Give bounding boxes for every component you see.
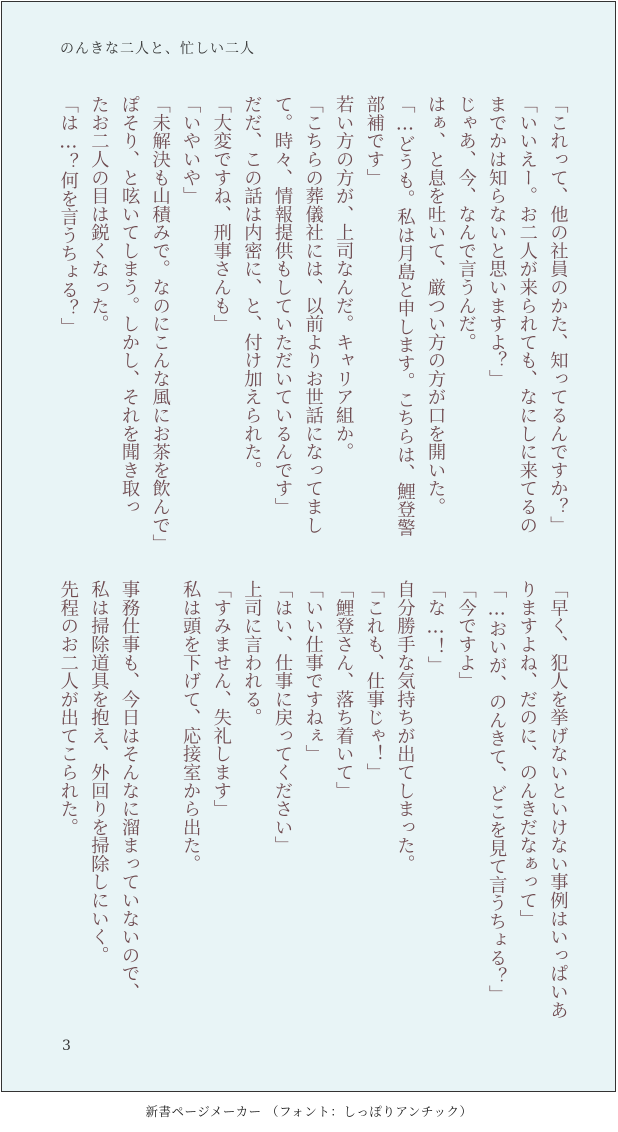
- novel-page: [1, 1, 616, 1092]
- text-line: 「いやいや」: [180, 95, 202, 205]
- text-line: じゃあ、今、なんで言うんだ。: [455, 95, 477, 352]
- text-line: 「こちらの葬儀社には、以前よりお世話になってまし: [302, 95, 324, 534]
- text-line: 部補です」: [363, 95, 385, 187]
- text-line: だだ、この話は内密に、と、付け加えられた。: [241, 95, 263, 480]
- text-line: 「はい、仕事に戻ってください」: [272, 580, 293, 855]
- footer-caption: 新書ページメーカー （フォント：しっぽりアンチック）: [145, 1104, 473, 1119]
- text-line: 「すみません、失礼します」: [210, 580, 232, 818]
- text-line: 自分勝手な気持ちが出てしまった。: [394, 580, 416, 873]
- text-line: ぽそり、と呟いてしまう。しかし、それを聞き取っ: [119, 95, 140, 516]
- text-line: 事務仕事も、今日はそんなに溜まっていないので、: [119, 580, 140, 1001]
- text-line: 「…おいが、のんきて、どこを見て言うちょる？」: [486, 580, 508, 1004]
- text-line: て。時々、情報提供もしていただいているんです」: [272, 95, 293, 516]
- text-line: りますよね、だのに、のんきだなぁって」: [516, 580, 538, 928]
- text-line: までかは知らないと思いますよ？」: [486, 95, 508, 388]
- text-line: 上司に言われる。: [241, 580, 263, 727]
- text-line: 「な…！」: [425, 580, 446, 675]
- text-line: 私は頭を下げて、応接室から出た。: [180, 580, 202, 873]
- text-line: 私は掃除道具を抱え、外回りを掃除しにいく。: [88, 580, 110, 965]
- text-line: 「は…？何を言うちょる？」: [57, 95, 79, 336]
- text-line: 「これって、他の社員のかた、知ってるんですか？」: [547, 95, 569, 534]
- chapter-title: のんきな二人と、忙しい二人: [60, 41, 255, 57]
- text-line: 「大変ですね、刑事さんも」: [210, 95, 232, 333]
- page-number: 3: [62, 1038, 71, 1054]
- text-line: 「いい仕事ですねぇ」: [302, 580, 324, 763]
- text-line: 若い方の方が、上司なんだ。キャリア組か。: [333, 95, 355, 461]
- text-line: 「鯉登さん、落ち着いて」: [333, 580, 355, 800]
- text-line: はぁ、と息を吐いて、厳つい方の方が口を開いた。: [425, 95, 446, 516]
- text-line: 「未解決も山積みで。なのにこんな風にお茶を飲んで」: [149, 95, 171, 553]
- text-line: たお二人の目は鋭くなった。: [88, 95, 110, 333]
- text-line: 「…どうも。私は月島と申します。こちらは、鯉登警: [394, 95, 416, 537]
- text-line: 「今ですよ」: [455, 580, 477, 690]
- text-line: 「いいえー。お二人が来られても、なにしに来てるの: [516, 95, 538, 534]
- text-line: 「これも、仕事じゃ！」: [363, 580, 385, 782]
- text-line: 先程のお二人が出てこられた。: [57, 580, 79, 837]
- text-line: 「早く、犯人を挙げないといけない事例はいっぱいあ: [547, 580, 569, 1019]
